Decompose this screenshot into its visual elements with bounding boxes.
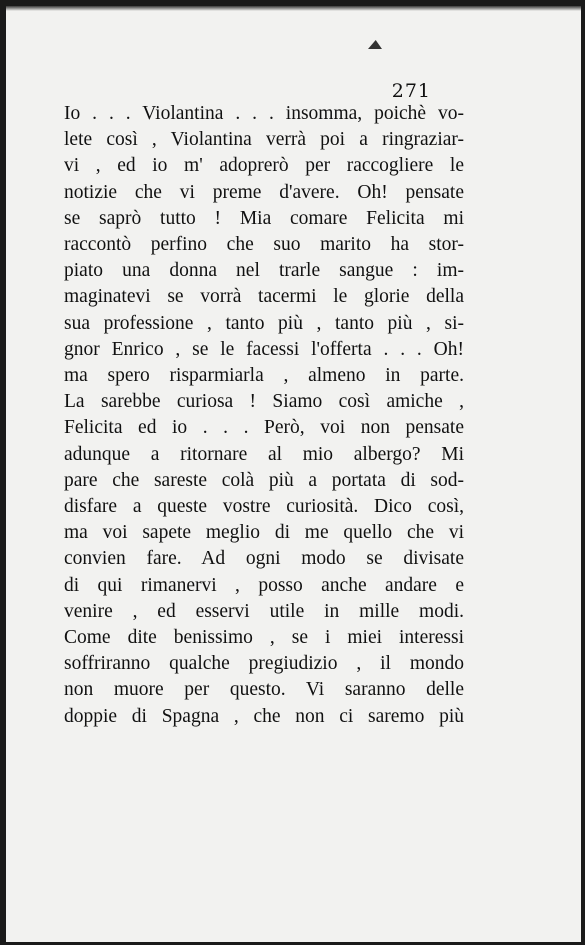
body-text — [64, 101, 464, 730]
page-top-edge — [6, 6, 581, 11]
text-line: ma spero risparmiarla , almeno in parte. — [64, 365, 464, 387]
text-line: convien fare. Ad ogni modo se divisate — [64, 548, 464, 570]
text-line: La sarebbe curiosa ! Siamo così amiche , — [64, 391, 464, 413]
text-line: non muore per questo. Vi saranno delle — [64, 679, 464, 701]
text-line: Io . . . Violantina . . . insomma, poichè vo- — [64, 103, 464, 124]
book-page — [6, 6, 581, 942]
text-line: gnor Enrico , se le facessi l'offerta . . . Oh! — [64, 338, 464, 360]
text-line: soffriranno qualche pregiudizio , il mondo — [64, 653, 464, 675]
text-line: raccontò perfino che suo marito ha stor- — [64, 234, 464, 256]
text-line: di qui rimanervi , posso anche andare e — [64, 574, 464, 596]
text-line: doppie di Spagna , che non ci saremo più — [64, 705, 464, 727]
text-line: pare che sareste colà più a portata di sod- — [64, 469, 464, 491]
text-line: vi , ed io m' adoprerò per raccogliere le — [64, 155, 464, 177]
text-line: disfare a queste vostre curiosità. Dico così, — [64, 496, 464, 518]
text-line: maginatevi se vorrà tacermi le glorie della — [64, 286, 464, 308]
text-line: Come dite benissimo , se i miei interessi — [64, 627, 464, 649]
text-line: piato una donna nel trarle sangue : im- — [64, 260, 464, 282]
text-line: venire , ed esservi utile in mille modi. — [64, 600, 464, 622]
text-line: sua professione , tanto più , tanto più , si- — [64, 312, 464, 334]
text-line: lete così , Violantina verrà poi a ringraziar- — [64, 129, 464, 151]
text-line: adunque a ritornare al mio albergo? Mi — [64, 443, 464, 465]
text-line: Felicita ed io . . . Però, voi non pensate — [64, 417, 464, 439]
page-number: 271 — [391, 80, 431, 102]
text-line: ma voi sapete meglio di me quello che vi — [64, 522, 464, 544]
ink-mark — [368, 40, 382, 49]
text-line: notizie che vi preme d'avere. Oh! pensate — [64, 181, 464, 203]
text-line: se saprò tutto ! Mia comare Felicita mi — [64, 207, 464, 229]
